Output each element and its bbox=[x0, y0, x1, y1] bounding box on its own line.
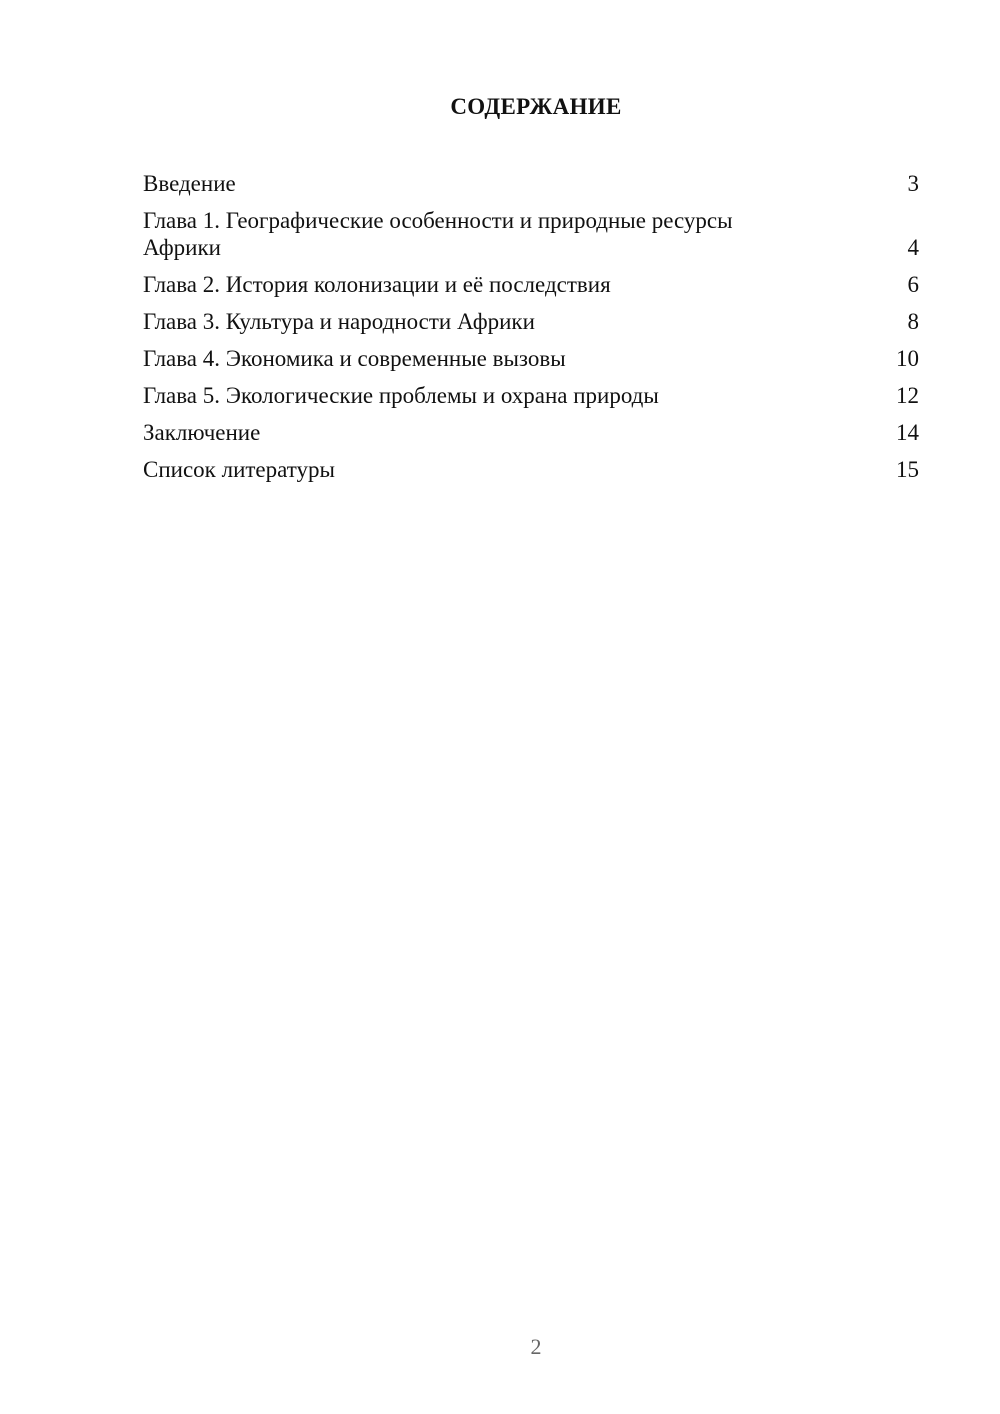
toc-entry-label: Глава 2. История колонизации и её последствия bbox=[143, 272, 611, 297]
toc-entry-bibliography bbox=[143, 456, 919, 483]
toc-entry-chapter-5 bbox=[143, 382, 919, 409]
toc-entry-page: 15 bbox=[896, 457, 919, 482]
toc-entry-label: Список литературы bbox=[143, 457, 335, 482]
table-of-contents bbox=[143, 170, 919, 493]
toc-entry-page: 4 bbox=[907, 235, 919, 260]
toc-entry-chapter-3 bbox=[143, 308, 919, 335]
toc-entry-label: Заключение bbox=[143, 420, 261, 445]
toc-entry-page: 6 bbox=[907, 272, 919, 297]
toc-entry-label: Глава 5. Экологические проблемы и охрана природы bbox=[143, 383, 659, 408]
toc-entry-conclusion bbox=[143, 419, 919, 446]
toc-entry-label: Введение bbox=[143, 171, 236, 196]
toc-entry-page: 10 bbox=[896, 346, 919, 371]
toc-entry-chapter-2 bbox=[143, 271, 919, 298]
toc-entry-chapter-1 bbox=[143, 207, 919, 261]
toc-entry-label: Глава 1. Географические особенности и природные ресурсы Африки bbox=[143, 208, 733, 260]
toc-entry-page: 14 bbox=[896, 420, 919, 445]
toc-title: СОДЕРЖАНИЕ bbox=[450, 94, 622, 119]
toc-entry-page: 8 bbox=[907, 309, 919, 334]
toc-entry-page: 12 bbox=[896, 383, 919, 408]
toc-entry-introduction bbox=[143, 170, 919, 197]
toc-entry-chapter-4 bbox=[143, 345, 919, 372]
toc-entry-label: Глава 4. Экономика и современные вызовы bbox=[143, 346, 566, 371]
page-number: 2 bbox=[530, 1334, 542, 1359]
toc-entry-label: Глава 3. Культура и народности Африки bbox=[143, 309, 535, 334]
toc-entry-page: 3 bbox=[907, 171, 919, 196]
